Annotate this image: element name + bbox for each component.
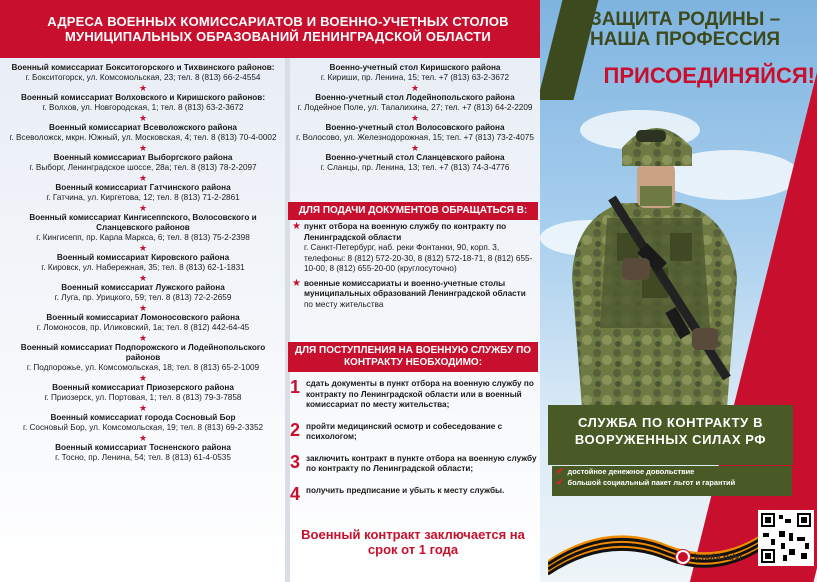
star-icon: ★ [292, 221, 301, 232]
website-link[interactable]: lenobl.ru/v/ [676, 550, 742, 564]
star-icon: ★ [410, 113, 420, 123]
star-icon: ★ [138, 433, 148, 443]
list-item: Военный комиссариат Ломоносовского района г. Ломоносов, пр. Иликовский, 1а; тел. 8 (812) 442-64-45 [36, 313, 250, 332]
requirements-section-title: ДЛЯ ПОСТУПЛЕНИЯ НА ВОЕННУЮ СЛУЖБУ ПО КОНТРАКТУ НЕОБХОДИМО: [288, 342, 538, 372]
list-item: Военно-учетный стол Лодейнопольского района г. Лодейное Поле, ул. Талалихина, 27; тел. +7 (813) 64-2-2209 [297, 93, 533, 112]
list-item: Военно-учетный стол Волосовского района г. Волосово, ул. Железнодорожная, 15; тел. +7 (813) 73-2-4075 [296, 123, 534, 142]
list-item: 3 заключить контракт в пункте отбора на военную службу по контракту по Ленинградской области; [290, 451, 537, 473]
page-title [18, 14, 538, 44]
star-icon: ★ [138, 333, 148, 343]
star-icon: ★ [410, 143, 420, 153]
star-icon: ★ [138, 303, 148, 313]
list-item: Военный комиссариат Кировского района г. Кировск, ул. Набережная, 35; тел. 8 (813) 62-1-1831 [41, 253, 245, 272]
list-item: Военный комиссариат Приозерского района г. Приозерск, ул. Портовая, 1; тел. 8 (813) 79-3-7858 [44, 383, 242, 402]
star-icon: ★ [138, 243, 148, 253]
star-icon: ★ [138, 113, 148, 123]
list-item: 4 получить предписание и убыть к месту службы. [290, 483, 505, 504]
benefits-list [552, 466, 792, 496]
list-item: Военный комиссариат Всеволожского района г. Всеволожск, мкрн. Южный, ул. Московская, 4; тел. 8 (813) 70-4-0002 [9, 123, 277, 142]
star-icon: ★ [138, 203, 148, 213]
list-item: 1 сдать документы в пункт отбора на военную службу по контракту по Ленинградской области или в военный комиссариат по месту жительства; [290, 377, 534, 409]
list-item: ✔ достойное денежное довольствие [556, 466, 695, 476]
list-item: Военный комиссариат Выборгского района г. Выборг, Ленинградское шоссе, 28а; тел. 8 (813) 78-2-2097 [29, 153, 257, 172]
list-item: ★ пункт отбора на военную службу по контракту по Ленинградской области г. Санкт-Петербург, наб. реки Фонтанки, 90, корп. 3, телефоны: 8 (812) 572-20-30, 8 (812) 572-18-71, 8 (812) 655-10-00, 8 (812) 655-20-00 (круглосуточно) [292, 221, 533, 273]
star-icon: ★ [138, 83, 148, 93]
requirements-list [290, 378, 538, 513]
title-line-1: АДРЕСА ВОЕННЫХ КОМИССАРИАТОВ И ВОЕННО-УЧЕТНЫХ СТОЛОВ [47, 14, 509, 29]
slogan-defense: ЗАЩИТА РОДИНЫ – НАША ПРОФЕССИЯ [589, 9, 781, 50]
star-icon: ★ [138, 143, 148, 153]
commissariat-list [4, 63, 282, 463]
check-icon: ✔ [556, 466, 564, 476]
list-item: ✔ большой социальный пакет льгот и гарантий [556, 477, 736, 487]
list-item: Военно-учетный стол Сланцевского района г. Сланцы, пр. Ленина, 13; тел. +7 (813) 74-3-4776 [320, 153, 510, 172]
check-icon: ✔ [556, 477, 564, 487]
contract-term-note: Военный контракт заключается на срок от 1 года [301, 527, 525, 557]
list-item: ★ военные комиссариаты и военно-учетные столы муниципальных образований Ленинградской области по месту жительства [292, 277, 526, 309]
list-item: Военный комиссариат Волховского и Киришского районов: г. Волхов, ул. Новгородская, 1; тел. 8 (813) 63-2-3672 [20, 93, 266, 112]
list-item: Военный комиссариат Подпорожского и Лодейнопольского районов г. Подпорожье, ул. Комсомольская, 18; тел. 8 (813) 65-2-1009 [20, 343, 266, 372]
star-icon: ★ [292, 277, 301, 289]
list-item: Военный комиссариат Лужского района г. Луга, пр. Урицкого, 59; тел. 8 (813) 72-2-2659 [54, 283, 232, 302]
list-item: Военный комиссариат города Сосновый Бор г. Сосновый Бор, ул. Комсомольская, 19; тел. 8 (813) 69-2-3352 [22, 413, 264, 432]
star-icon: ★ [138, 373, 148, 383]
list-item: 2 пройти медицинский осмотр и собеседование с психологом; [290, 419, 503, 441]
star-icon: ★ [138, 403, 148, 413]
list-item: Военный комиссариат Гатчинского района г. Гатчина, ул. Киргетова, 12; тел. 8 (813) 71-2-2861 [46, 183, 240, 202]
st-george-ribbon [548, 500, 768, 582]
service-banner: СЛУЖБА ПО КОНТРАКТУ В ВООРУЖЕННЫХ СИЛАХ РФ [548, 405, 793, 465]
qr-code[interactable] [758, 510, 814, 566]
list-item: Военный комиссариат Кингисеппского, Волосовского и Сланцевского районов г. Кингисепп, пр. Карла Маркса, 6; тел. 8 (813) 75-2-2398 [29, 213, 257, 242]
title-line-2: МУНИЦИПАЛЬНЫХ ОБРАЗОВАНИЙ ЛЕНИНГРАДСКОЙ ОБЛАСТИ [65, 29, 491, 44]
globe-icon [676, 550, 690, 564]
slogan-join: ПРИСОЕДИНЯЙСЯ! [603, 63, 815, 88]
star-icon: ★ [410, 83, 420, 93]
docs-section-title: ДЛЯ ПОДАЧИ ДОКУМЕНТОВ ОБРАЩАТЬСЯ В: [288, 202, 538, 220]
list-item: Военный комиссариат Тосненского района г. Тосно, пр. Ленина, 54; тел. 8 (813) 61-4-0535 [55, 443, 231, 462]
docs-list [292, 222, 536, 314]
list-item: Военно-учетный стол Киришского района г. Кириши, пр. Ленина, 15; тел. +7 (813) 63-2-3672 [320, 63, 510, 82]
soldier-illustration [552, 108, 757, 408]
star-icon: ★ [138, 173, 148, 183]
star-icon: ★ [138, 273, 148, 283]
registration-desk-list [292, 63, 538, 173]
list-item: Военный комиссариат Бокситогорского и Тихвинского районов: г. Бокситогорск, ул. Комсомольская, 23; тел. 8 (813) 66-2-4554 [11, 63, 275, 82]
